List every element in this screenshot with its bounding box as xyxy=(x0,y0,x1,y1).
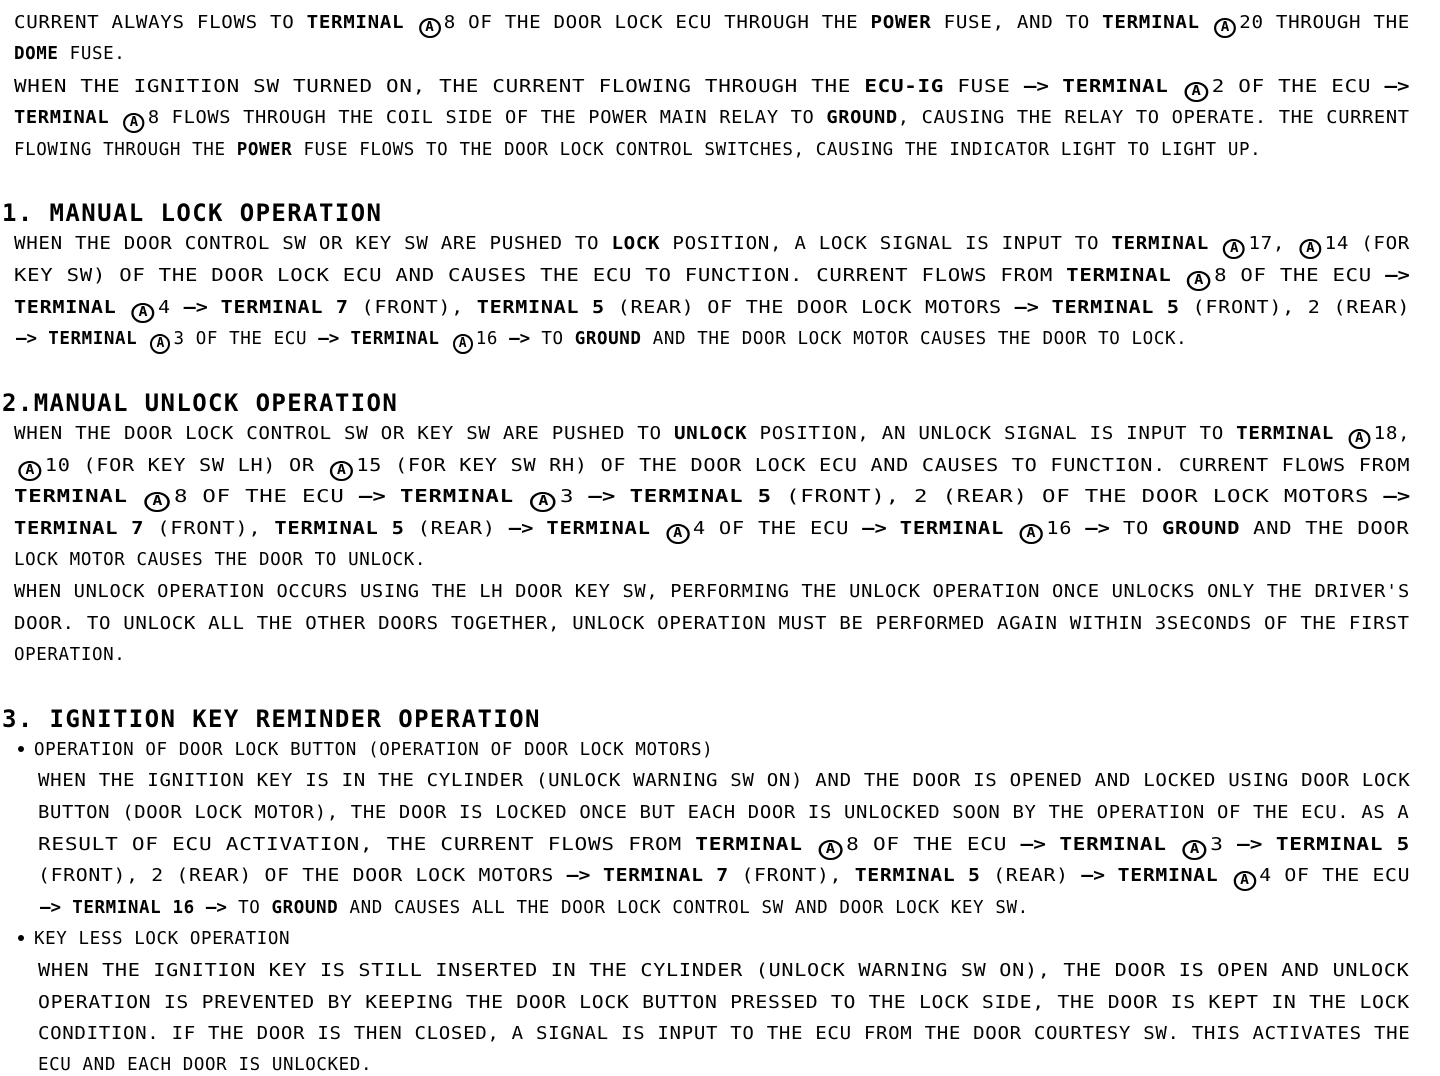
text xyxy=(1167,835,1180,855)
section-2-heading: 2.MANUAL UNLOCK OPERATION xyxy=(2,389,399,417)
text: POSITION, A LOCK SIGNAL IS INPUT TO xyxy=(660,234,1112,254)
terminal-circle-icon: A xyxy=(145,492,171,512)
bold-text: POWER xyxy=(236,140,293,160)
bold-text: LOCK xyxy=(611,234,661,254)
text: 16 xyxy=(475,329,510,349)
text: (FRONT), xyxy=(144,519,275,539)
bold-text: TERMINAL xyxy=(1102,13,1200,33)
bold-text: TERMINAL xyxy=(546,519,651,539)
bold-text: TERMINAL xyxy=(306,13,405,33)
arrow-right-icon: —> xyxy=(1081,866,1106,886)
bold-text: TERMINAL 7 xyxy=(14,519,145,539)
section-2-line-5 xyxy=(14,549,426,571)
text: TO xyxy=(530,329,575,349)
section-1-heading: 1. MANUAL LOCK OPERATION xyxy=(2,199,383,227)
bold-text: TERMINAL xyxy=(899,519,1004,539)
text: (FRONT), xyxy=(728,866,855,886)
text xyxy=(1262,835,1275,855)
arrow-right-icon: —> xyxy=(508,519,534,539)
text: AND THE DOOR LOCK MOTOR CAUSES THE DOOR TO LOCK. xyxy=(641,329,1188,349)
section-1-line-1 xyxy=(14,233,1410,255)
section-2-line-3 xyxy=(14,486,1410,508)
terminal-circle-icon: A xyxy=(123,113,144,133)
text: FUSE. xyxy=(58,44,126,64)
text: 8 OF THE ECU xyxy=(846,835,1021,855)
arrow-right-icon: —> xyxy=(1383,487,1411,507)
text: 8 FLOWS THROUGH THE COIL SIDE OF THE POWER MAIN RELAY TO xyxy=(147,108,827,128)
section-3-line-7 xyxy=(38,992,1410,1014)
terminal-circle-icon: A xyxy=(1187,271,1211,291)
section-1-line-3 xyxy=(14,297,1410,319)
text: 3 OF THE ECU xyxy=(173,329,319,349)
text: KEY SW) OF THE DOOR LOCK ECU AND CAUSES THE ECU TO FUNCTION. CURRENT FLOWS FROM xyxy=(14,266,1067,286)
arrow-right-icon: —> xyxy=(1384,77,1410,97)
text xyxy=(1169,77,1182,97)
arrow-right-icon: —> xyxy=(183,298,208,318)
bold-text: TERMINAL xyxy=(14,298,117,318)
bold-text: TERMINAL xyxy=(695,835,803,855)
text: (FRONT), 2 (REAR) xyxy=(1179,298,1411,318)
bold-text: TERMINAL 5 xyxy=(274,519,405,539)
text: 20 THROUGH THE xyxy=(1239,13,1410,33)
arrow-right-icon: —> xyxy=(588,487,616,507)
bold-text: TERMINAL xyxy=(1066,266,1172,286)
bold-text: TERMINAL xyxy=(48,329,138,349)
text: 15 (FOR KEY SW RH) OF THE DOOR LOCK ECU AND CAUSES TO FUNCTION. CURRENT FLOWS FROM xyxy=(356,456,1411,476)
arrow-right-icon: —> xyxy=(1020,835,1046,855)
arrow-right-icon: —> xyxy=(1237,835,1263,855)
text: FUSE xyxy=(944,77,1024,97)
text: OPERATION. xyxy=(14,645,126,665)
bold-text: UNLOCK xyxy=(673,424,748,444)
text: (REAR) xyxy=(980,866,1082,886)
intro-line-2 xyxy=(14,43,125,65)
section-2-line-7 xyxy=(14,613,1410,635)
bold-text: TERMINAL 5 xyxy=(1051,298,1180,318)
bold-text: GROUND xyxy=(271,898,339,918)
arrow-right-icon: —> xyxy=(862,519,887,539)
terminal-circle-icon: A xyxy=(666,524,689,544)
text: AND THE DOOR xyxy=(1240,519,1410,539)
text: POSITION, AN UNLOCK SIGNAL IS INPUT TO xyxy=(747,424,1237,444)
bold-text: TERMINAL 5 xyxy=(629,487,772,507)
text xyxy=(37,329,48,349)
section-1-line-2 xyxy=(14,265,1410,287)
terminal-circle-icon: A xyxy=(150,334,170,354)
text: LOCK MOTOR CAUSES THE DOOR TO UNLOCK. xyxy=(14,550,427,570)
bold-text: TERMINAL 5 xyxy=(476,298,605,318)
text xyxy=(533,519,546,539)
text: (FRONT), 2 (REAR) OF THE DOOR LOCK MOTORS xyxy=(771,487,1384,507)
text xyxy=(61,898,72,918)
section-3-line-2 xyxy=(38,802,1409,824)
arrow-right-icon: —> xyxy=(1085,519,1110,539)
text xyxy=(651,519,664,539)
text: 3 xyxy=(559,487,589,507)
text xyxy=(1200,13,1212,33)
arrow-right-icon: —> xyxy=(1023,77,1049,97)
bullet-1-text: OPERATION OF DOOR LOCK BUTTON (OPERATION OF DOOR LOCK MOTORS) xyxy=(34,740,714,760)
arrow-right-icon: —> xyxy=(318,329,340,349)
bold-text: TERMINAL 7 xyxy=(603,866,729,886)
text: WHEN UNLOCK OPERATION OCCURS USING THE LH DOOR KEY SW, PERFORMING THE UNLOCK OPERATION ONCE UNLOCKS ONLY THE DRIVER'S xyxy=(14,582,1410,602)
bullet-icon xyxy=(18,746,24,752)
bullet-icon xyxy=(18,935,24,941)
bold-text: GROUND xyxy=(1162,519,1241,539)
terminal-circle-icon: A xyxy=(1233,871,1256,891)
section-3-line-4 xyxy=(38,865,1410,887)
arrow-right-icon: —> xyxy=(1014,298,1039,318)
bold-text: TERMINAL xyxy=(1117,866,1219,886)
text xyxy=(1039,298,1052,318)
text xyxy=(195,898,206,918)
terminal-circle-icon: A xyxy=(453,334,473,354)
text: 4 OF THE ECU xyxy=(1259,866,1411,886)
text: FLOWING THROUGH THE xyxy=(14,140,237,160)
arrow-right-icon: —> xyxy=(1385,266,1410,286)
text xyxy=(590,866,603,886)
bold-text: DOME xyxy=(14,44,59,64)
bold-text: GROUND xyxy=(826,108,898,128)
text: TO xyxy=(1109,519,1163,539)
bold-text: TERMINAL xyxy=(1236,424,1334,444)
text: 8 OF THE DOOR LOCK ECU THROUGH THE xyxy=(443,13,871,33)
section-1-line-4 xyxy=(16,328,1187,350)
text: 14 (FOR xyxy=(1324,234,1410,254)
text xyxy=(128,487,142,507)
section-2-line-6 xyxy=(14,581,1410,603)
text xyxy=(137,329,148,349)
arrow-right-icon: —> xyxy=(509,329,531,349)
section-3-line-9 xyxy=(38,1054,372,1076)
section-3-line-5 xyxy=(40,897,1029,919)
bold-text: TERMINAL 7 xyxy=(220,298,349,318)
section-2-line-8 xyxy=(14,644,125,666)
text: OPERATION IS PREVENTED BY KEEPING THE DOOR LOCK BUTTON PRESSED TO THE LOCK SIDE, THE DOOR IS KEPT IN THE LOCK xyxy=(38,993,1410,1013)
bold-text: TERMINAL xyxy=(350,329,440,349)
text xyxy=(1004,519,1017,539)
section-3-line-1 xyxy=(38,770,1410,792)
terminal-circle-icon: A xyxy=(818,840,842,860)
text: 4 xyxy=(158,298,184,318)
text: 8 OF THE ECU xyxy=(1214,266,1386,286)
text xyxy=(208,298,221,318)
section-3-bullet-1 xyxy=(18,739,713,761)
text: 18, xyxy=(1373,424,1411,444)
text xyxy=(887,519,900,539)
arrow-right-icon: —> xyxy=(16,329,38,349)
intro-line-3 xyxy=(14,76,1410,98)
bold-text: ECU-IG xyxy=(864,77,945,97)
text: RESULT OF ECU ACTIVATION, THE CURRENT FLOWS FROM xyxy=(38,835,696,855)
terminal-circle-icon: A xyxy=(330,461,353,481)
text: WHEN THE IGNITION KEY IS IN THE CYLINDER (UNLOCK WARNING SW ON) AND THE DOOR IS OPENED AND LOCKED USING DOOR LOCK xyxy=(38,771,1411,791)
text: 17, xyxy=(1248,234,1298,254)
text: , CAUSING THE RELAY TO OPERATE. THE CURRENT xyxy=(897,108,1410,128)
text xyxy=(1049,77,1062,97)
terminal-circle-icon: A xyxy=(1183,840,1207,860)
bold-text: TERMINAL 16 xyxy=(72,898,195,918)
text xyxy=(1046,835,1059,855)
arrow-right-icon: —> xyxy=(40,898,62,918)
text: 10 (FOR KEY SW LH) OR xyxy=(44,456,328,476)
text: FUSE, AND TO xyxy=(931,13,1103,33)
bold-text: POWER xyxy=(870,13,932,33)
text xyxy=(615,487,629,507)
text: WHEN THE IGNITION KEY IS STILL INSERTED IN THE CYLINDER (UNLOCK WARNING SW ON), THE DOOR IS OPEN AND UNLOCK xyxy=(38,961,1410,981)
text xyxy=(339,329,350,349)
arrow-right-icon: —> xyxy=(205,898,227,918)
text: FUSE FLOWS TO THE DOOR LOCK CONTROL SWITCHES, CAUSING THE INDICATOR LIGHT TO LIGHT UP. xyxy=(292,140,1262,160)
intro-line-5 xyxy=(14,139,1261,161)
text: WHEN THE DOOR LOCK CONTROL SW OR KEY SW ARE PUSHED TO xyxy=(14,424,674,444)
section-3-line-3 xyxy=(38,834,1410,856)
text: 3 xyxy=(1210,835,1238,855)
text xyxy=(1334,424,1346,444)
terminal-circle-icon: A xyxy=(1348,429,1370,449)
text xyxy=(514,487,528,507)
text: WHEN THE IGNITION SW TURNED ON, THE CURRENT FLOWING THROUGH THE xyxy=(14,77,865,97)
section-3-heading: 3. IGNITION KEY REMINDER OPERATION xyxy=(2,705,541,733)
bold-text: TERMINAL 5 xyxy=(854,866,981,886)
text xyxy=(1105,866,1118,886)
text xyxy=(116,298,129,318)
text: 2 OF THE ECU xyxy=(1211,77,1385,97)
bold-text: GROUND xyxy=(574,329,642,349)
text: (REAR) xyxy=(404,519,509,539)
text xyxy=(1218,866,1231,886)
section-3-bullet-2 xyxy=(18,928,290,950)
terminal-circle-icon: A xyxy=(132,303,155,323)
text: ECU AND EACH DOOR IS UNLOCKED. xyxy=(38,1055,373,1075)
text xyxy=(1171,266,1184,286)
terminal-circle-icon: A xyxy=(531,492,557,512)
text: (FRONT), 2 (REAR) OF THE DOOR LOCK MOTORS xyxy=(38,866,567,886)
text: CURRENT ALWAYS FLOWS TO xyxy=(14,13,307,33)
text: AND CAUSES ALL THE DOOR LOCK CONTROL SW AND DOOR LOCK KEY SW. xyxy=(338,898,1029,918)
text: (REAR) OF THE DOOR LOCK MOTORS xyxy=(604,298,1015,318)
terminal-circle-icon: A xyxy=(1184,82,1208,102)
arrow-right-icon: —> xyxy=(566,866,591,886)
section-3-line-8 xyxy=(38,1023,1410,1045)
text: CONDITION. IF THE DOOR IS THEN CLOSED, A SIGNAL IS INPUT TO THE ECU FROM THE DOOR COURTESY SW. THIS ACTIVATES THE xyxy=(38,1024,1411,1044)
text xyxy=(1209,234,1221,254)
terminal-circle-icon: A xyxy=(1019,524,1042,544)
text xyxy=(386,487,400,507)
terminal-circle-icon: A xyxy=(18,461,41,481)
text: 8 OF THE ECU xyxy=(173,487,359,507)
intro-line-4 xyxy=(14,107,1410,129)
text xyxy=(109,108,121,128)
section-2-line-4 xyxy=(14,518,1409,540)
terminal-circle-icon: A xyxy=(419,18,441,38)
terminal-circle-icon: A xyxy=(1299,239,1321,259)
section-2-line-1 xyxy=(14,423,1410,445)
text: BUTTON (DOOR LOCK MOTOR), THE DOOR IS LOCKED ONCE BUT EACH DOOR IS UNLOCKED SOON BY THE OPERATION OF THE ECU. AS A xyxy=(38,803,1410,823)
bold-text: TERMINAL xyxy=(1059,835,1167,855)
text xyxy=(404,13,416,33)
text: TO xyxy=(226,898,272,918)
bullet-2-text: KEY LESS LOCK OPERATION xyxy=(34,929,291,949)
text: 16 xyxy=(1046,519,1086,539)
intro-line-1 xyxy=(14,12,1410,34)
text xyxy=(440,329,451,349)
text: WHEN THE DOOR CONTROL SW OR KEY SW ARE PUSHED TO xyxy=(14,234,612,254)
arrow-right-icon: —> xyxy=(358,487,386,507)
text: DOOR. TO UNLOCK ALL THE OTHER DOORS TOGETHER, UNLOCK OPERATION MUST BE PERFORMED AGAIN WITHIN 3SECONDS OF THE FIRST xyxy=(14,614,1410,634)
text: (FRONT), xyxy=(348,298,477,318)
bold-text: TERMINAL 5 xyxy=(1275,835,1410,855)
terminal-circle-icon: A xyxy=(1223,239,1245,259)
section-2-line-2 xyxy=(16,455,1410,477)
bold-text: TERMINAL xyxy=(1111,234,1209,254)
text xyxy=(803,835,816,855)
bold-text: TERMINAL xyxy=(1062,77,1169,97)
text: 4 OF THE ECU xyxy=(692,519,863,539)
section-3-line-6 xyxy=(38,960,1409,982)
terminal-circle-icon: A xyxy=(1214,18,1236,38)
bold-text: TERMINAL xyxy=(14,487,128,507)
bold-text: TERMINAL xyxy=(14,108,110,128)
bold-text: TERMINAL xyxy=(400,487,514,507)
